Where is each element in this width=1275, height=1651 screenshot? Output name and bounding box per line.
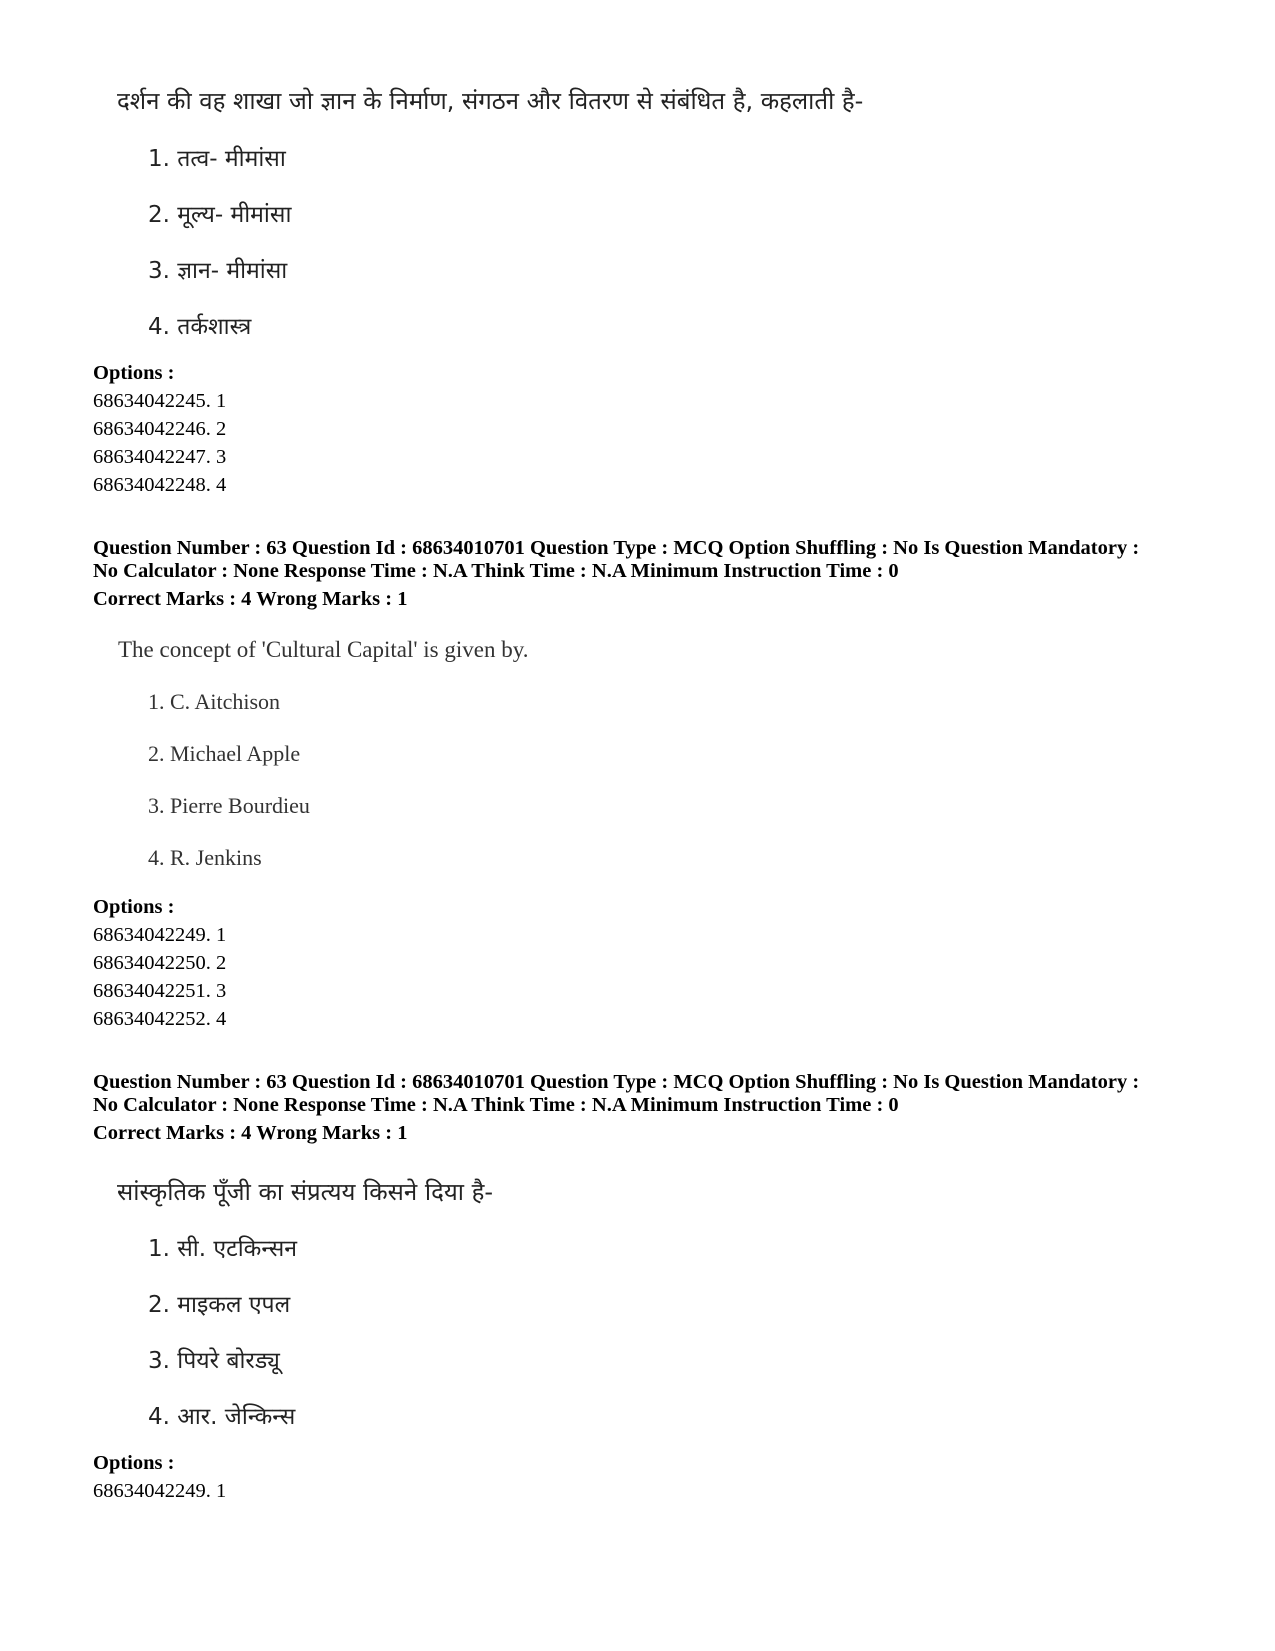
option-id: 68634042245. 1 xyxy=(93,390,227,412)
choice-item: 4. R. Jenkins xyxy=(148,845,262,870)
option-id: 68634042249. 1 xyxy=(93,1480,227,1502)
choice-item: 2. मूल्य- मीमांसा xyxy=(148,202,292,228)
choice-item: 1. सी. एटकिन्सन xyxy=(148,1236,298,1262)
choice-item: 4. आर. जेन्किन्स xyxy=(148,1404,296,1430)
choice-item: 2. Michael Apple xyxy=(148,741,301,766)
options-label: Options : xyxy=(93,1452,175,1474)
choice-item: 3. Pierre Bourdieu xyxy=(148,793,310,818)
question-text: दर्शन की वह शाखा जो ज्ञान के निर्माण, संगठन और वितरण से संबंधित है, कहलाती है- xyxy=(117,87,864,115)
choice-item: 4. तर्कशास्त्र xyxy=(148,314,252,340)
options-label: Options : xyxy=(93,362,175,384)
option-id: 68634042246. 2 xyxy=(93,418,227,440)
question-meta-line-1: Question Number : 63 Question Id : 68634010701 Question Type : MCQ Option Shuffling : No Is Question Mandatory : xyxy=(93,1071,1140,1093)
marks-line: Correct Marks : 4 Wrong Marks : 1 xyxy=(93,588,408,610)
options-label: Options : xyxy=(93,896,175,918)
choice-item: 3. ज्ञान- मीमांसा xyxy=(148,258,288,284)
question-meta-line-1: Question Number : 63 Question Id : 68634010701 Question Type : MCQ Option Shuffling : No Is Question Mandatory : xyxy=(93,537,1140,559)
marks-line: Correct Marks : 4 Wrong Marks : 1 xyxy=(93,1122,408,1144)
choice-item: 1. तत्व- मीमांसा xyxy=(148,146,286,172)
choice-item: 1. C. Aitchison xyxy=(148,689,281,714)
question-text: सांस्कृतिक पूँजी का संप्रत्यय किसने दिया है- xyxy=(117,1178,493,1206)
option-id: 68634042248. 4 xyxy=(93,474,227,496)
choice-item: 3. पियरे बोरड्यू xyxy=(148,1348,280,1374)
question-text: The concept of 'Cultural Capital' is given by. xyxy=(118,637,529,662)
option-id: 68634042249. 1 xyxy=(93,924,227,946)
question-meta-line-2: No Calculator : None Response Time : N.A Think Time : N.A Minimum Instruction Time : 0 xyxy=(93,1094,899,1116)
option-id: 68634042250. 2 xyxy=(93,952,227,974)
option-id: 68634042251. 3 xyxy=(93,980,227,1002)
option-id: 68634042252. 4 xyxy=(93,1008,227,1030)
question-meta-line-2: No Calculator : None Response Time : N.A Think Time : N.A Minimum Instruction Time : 0 xyxy=(93,560,899,582)
choice-item: 2. माइकल एपल xyxy=(148,1292,291,1318)
option-id: 68634042247. 3 xyxy=(93,446,227,468)
